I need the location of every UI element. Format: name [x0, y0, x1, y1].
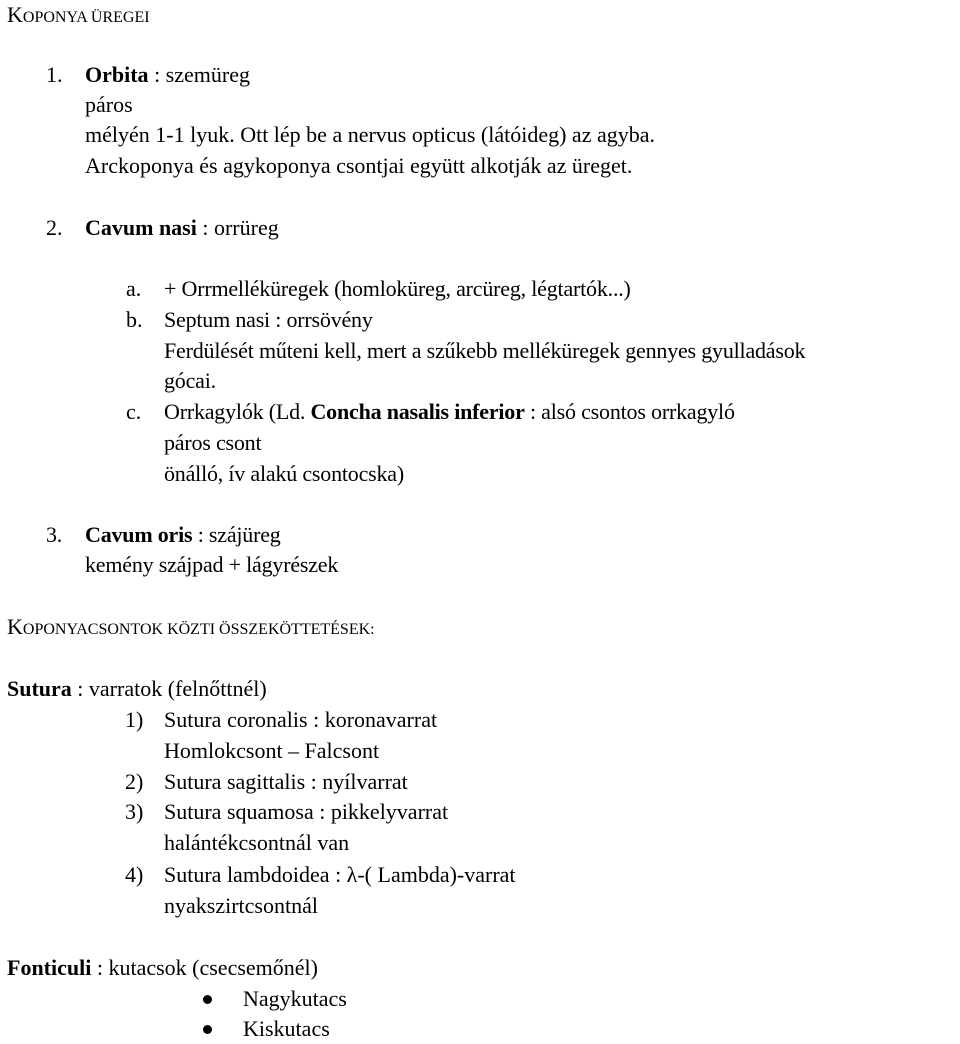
section-2a-label: a. [126, 276, 142, 301]
sutura-item-4-text: Sutura lambdoidea : λ-( Lambda)-varrat [164, 862, 516, 887]
sutura-item-1-number: 1) [125, 707, 144, 732]
section-2c-text: Orrkagylók (Ld. Concha nasalis inferior : alsó csontos orrkagyló [164, 399, 735, 424]
heading-osszekottetesek: KOPONYACSONTOK KÖZTI ÖSSZEKÖTTETÉSEK: [7, 614, 375, 639]
section-2-title: Cavum nasi : orrüreg [85, 215, 279, 240]
sutura-item-4-number: 4) [125, 862, 144, 887]
section-2b-line-2: Ferdülését műteni kell, mert a szűkebb melléküregek gennyes gyulladások [164, 338, 806, 363]
section-2-number: 2. [46, 215, 63, 240]
sutura-item-3-text: Sutura squamosa : pikkelyvarrat [164, 799, 449, 824]
section-2c-line-3: önálló, ív alakú csontocska) [164, 461, 404, 486]
bullet-icon [203, 1025, 212, 1034]
sutura-title: Sutura : varratok (felnőttnél) [7, 676, 267, 701]
fonticuli-item-1: Nagykutacs [243, 986, 347, 1011]
section-2b-line-3: gócai. [164, 368, 216, 393]
section-1-line-2: páros [85, 92, 133, 117]
sutura-item-3-subtext: halántékcsontnál van [164, 830, 350, 855]
section-3-title: Cavum oris : szájüreg [85, 522, 281, 547]
fonticuli-title: Fonticuli : kutacsok (csecsemőnél) [7, 955, 318, 980]
section-1-number: 1. [46, 62, 63, 87]
section-1-title: Orbita : szemüreg [85, 62, 250, 87]
section-2b-label: b. [126, 307, 143, 332]
sutura-item-4-subtext: nyakszirtcsontnál [164, 893, 318, 918]
sutura-item-1-subtext: Homlokcsont – Falcsont [164, 738, 380, 763]
section-2a-text: + Orrmelléküregek (homloküreg, arcüreg, légtartók...) [164, 276, 631, 301]
sutura-item-2-text: Sutura sagittalis : nyílvarrat [164, 769, 408, 794]
sutura-item-1-text: Sutura coronalis : koronavarrat [164, 707, 438, 732]
bullet-icon [203, 995, 212, 1004]
section-3-number: 3. [46, 522, 63, 547]
section-1-line-4: Arckoponya és agykoponya csontjai együtt alkotják az üreget. [85, 153, 633, 178]
sutura-item-2-number: 2) [125, 769, 144, 794]
heading-koponya-uregei: KOPONYA ÜREGEI [7, 2, 150, 27]
sutura-item-3-number: 3) [125, 799, 144, 824]
fonticuli-item-2: Kiskutacs [243, 1016, 330, 1041]
section-1-line-3: mélyén 1-1 lyuk. Ott lép be a nervus opticus (látóideg) az agyba. [85, 122, 655, 147]
section-2c-label: c. [126, 399, 142, 424]
section-2c-line-2: páros csont [164, 430, 262, 455]
section-2b-text: Septum nasi : orrsövény [164, 307, 373, 332]
section-3-line-2: kemény szájpad + lágyrészek [85, 552, 339, 577]
